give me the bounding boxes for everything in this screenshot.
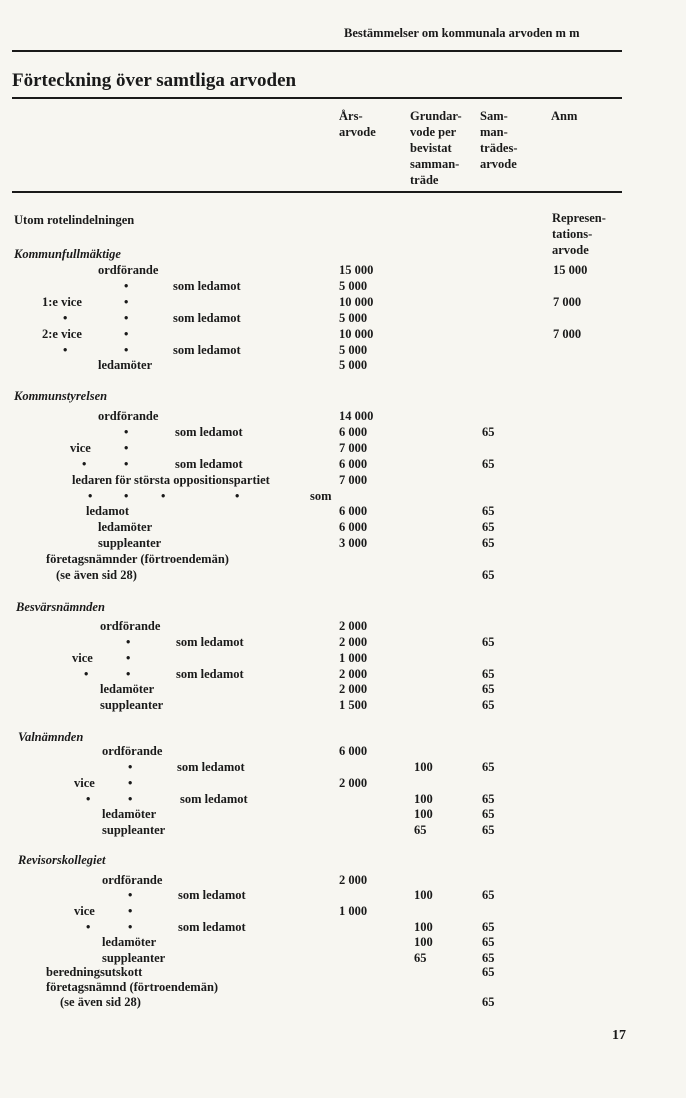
row-label: som ledamot [175,457,243,471]
annual-fee: 6 000 [339,520,368,534]
row-label: • [84,667,89,681]
row-label: • [128,792,133,806]
meeting-fee: 65 [482,888,495,902]
row-label: beredningsutskott [46,965,143,979]
meeting-fee: 65 [482,520,495,534]
base-fee: 100 [414,792,433,806]
group-heading: Besvärsnämnden [16,600,105,614]
row-label: • [88,489,93,503]
row-label: vice [70,441,91,455]
annual-fee: 15 000 [339,263,374,277]
annual-fee: 5 000 [339,358,368,372]
annual-fee: 1 500 [339,698,368,712]
meeting-fee: 65 [482,920,495,934]
row-label: • [126,667,131,681]
annual-fee: 6 000 [339,457,368,471]
row-label: företagsnämnd (förtroendemän) [46,980,219,994]
annual-fee: 1 000 [339,904,368,918]
row-label: • [161,489,166,503]
annual-fee: 6 000 [339,504,368,518]
row-label: • [124,441,129,455]
annual-fee: 5 000 [339,343,368,357]
row-label: som ledamot [175,425,243,439]
meeting-fee: 65 [482,667,495,681]
row-label: • [128,888,133,902]
annual-fee: 2 000 [339,635,368,649]
annual-fee: 7 000 [339,441,368,455]
row-label: suppleanter [102,823,166,837]
meeting-fee: 65 [482,807,495,821]
meeting-fee: 65 [482,568,495,582]
row-label: som [310,489,332,503]
meeting-fee: 65 [482,457,495,471]
row-label: ledamöter [100,682,155,696]
running-header: Bestämmelser om kommunala arvoden m m [344,26,580,40]
row-label: • [63,343,68,357]
row-label: • [128,760,133,774]
representation-fee: 7 000 [553,295,582,309]
annual-fee: 2 000 [339,667,368,681]
base-fee: 100 [414,760,433,774]
row-label: ordförande [98,263,159,277]
annual-fee: 14 000 [339,409,374,423]
row-label: ledamöter [102,807,157,821]
base-fee: 100 [414,920,433,934]
annual-fee: 1 000 [339,651,368,665]
annual-fee: 2 000 [339,873,368,887]
group-heading: Kommunstyrelsen [14,389,108,403]
base-fee: 100 [414,935,433,949]
annual-fee: 2 000 [339,619,368,633]
row-label: • [124,489,129,503]
row-label: vice [74,776,95,790]
annual-fee: 10 000 [339,295,374,309]
row-label: • [63,311,68,325]
meeting-fee: 65 [482,823,495,837]
header-rule [12,50,622,52]
annual-fee: 7 000 [339,473,368,487]
row-label: • [82,457,87,471]
row-label: • [124,311,129,325]
row-label: som ledamot [173,311,241,325]
row-label: suppleanter [100,698,164,712]
meeting-fee: 65 [482,792,495,806]
row-label: som ledamot [173,343,241,357]
meeting-fee: 65 [482,504,495,518]
row-label: • [124,279,129,293]
row-label: ledamöter [102,935,157,949]
meeting-fee: 65 [482,760,495,774]
row-label: • [126,635,131,649]
meeting-fee: 65 [482,995,495,1009]
row-label: • [124,425,129,439]
representation-fee: 7 000 [553,327,582,341]
annual-fee: 2 000 [339,682,368,696]
row-label: • [124,457,129,471]
annual-fee: 3 000 [339,536,368,550]
row-label: • [124,343,129,357]
row-label: • [128,920,133,934]
row-label: • [235,489,240,503]
group-heading: Kommunfullmäktige [14,247,121,261]
row-label: ledamöter [98,520,153,534]
row-label: 2:e vice [42,327,82,341]
row-label: • [124,295,129,309]
annual-fee: 5 000 [339,311,368,325]
row-label: ledamot [86,504,130,518]
meeting-fee: 65 [482,965,495,979]
row-label: ledamöter [98,358,153,372]
meeting-fee: 65 [482,698,495,712]
row-label: ordförande [98,409,159,423]
base-fee: 65 [414,951,427,965]
group-heading: Revisorskollegiet [18,853,106,867]
page-title: Förteckning över samtliga arvoden [12,70,297,91]
row-label: som ledamot [178,888,246,902]
meeting-fee: 65 [482,682,495,696]
col-header-meeting: Sam- man- trädes- arvode [480,109,518,171]
row-label: • [124,327,129,341]
row-label: vice [72,651,93,665]
row-label: ordförande [102,744,163,758]
annual-fee: 5 000 [339,279,368,293]
columns-rule [12,191,622,193]
row-label: • [128,904,133,918]
col-header-annual: Års- arvode [339,109,376,139]
row-label: som ledamot [176,667,244,681]
row-label: (se även sid 28) [56,568,137,582]
col-header-note: Anm [551,109,578,123]
meeting-fee: 65 [482,935,495,949]
title-rule [12,97,622,99]
row-label: som ledamot [176,635,244,649]
row-label: ordförande [102,873,163,887]
row-label: vice [74,904,95,918]
row-label: • [86,920,91,934]
row-label: • [128,776,133,790]
annual-fee: 6 000 [339,744,368,758]
row-label: ordförande [100,619,161,633]
row-label: som ledamot [177,760,245,774]
representation-fee: 15 000 [553,263,588,277]
annual-fee: 2 000 [339,776,368,790]
meeting-fee: 65 [482,425,495,439]
row-label: • [126,651,131,665]
row-label: suppleanter [98,536,162,550]
row-label: som ledamot [173,279,241,293]
row-label: (se även sid 28) [60,995,141,1009]
row-label: företagsnämnder (förtroendemän) [46,552,229,566]
meeting-fee: 65 [482,951,495,965]
row-label: 1:e vice [42,295,82,309]
represent-label: Represen- tations- arvode [552,211,606,257]
row-label: som ledamot [178,920,246,934]
page-number: 17 [612,1028,626,1043]
base-fee: 100 [414,807,433,821]
annual-fee: 6 000 [339,425,368,439]
base-fee: 100 [414,888,433,902]
base-fee: 65 [414,823,427,837]
row-label: som ledamot [180,792,248,806]
row-label: ledaren för största oppositionspartiet [72,473,270,487]
col-header-base: Grundar- vode per bevistat samman- träde [410,109,462,187]
group-heading: Valnämnden [18,730,84,744]
annual-fee: 10 000 [339,327,374,341]
section-heading: Utom rotelindelningen [14,213,135,227]
row-label: • [86,792,91,806]
row-label: suppleanter [102,951,166,965]
meeting-fee: 65 [482,635,495,649]
meeting-fee: 65 [482,536,495,550]
